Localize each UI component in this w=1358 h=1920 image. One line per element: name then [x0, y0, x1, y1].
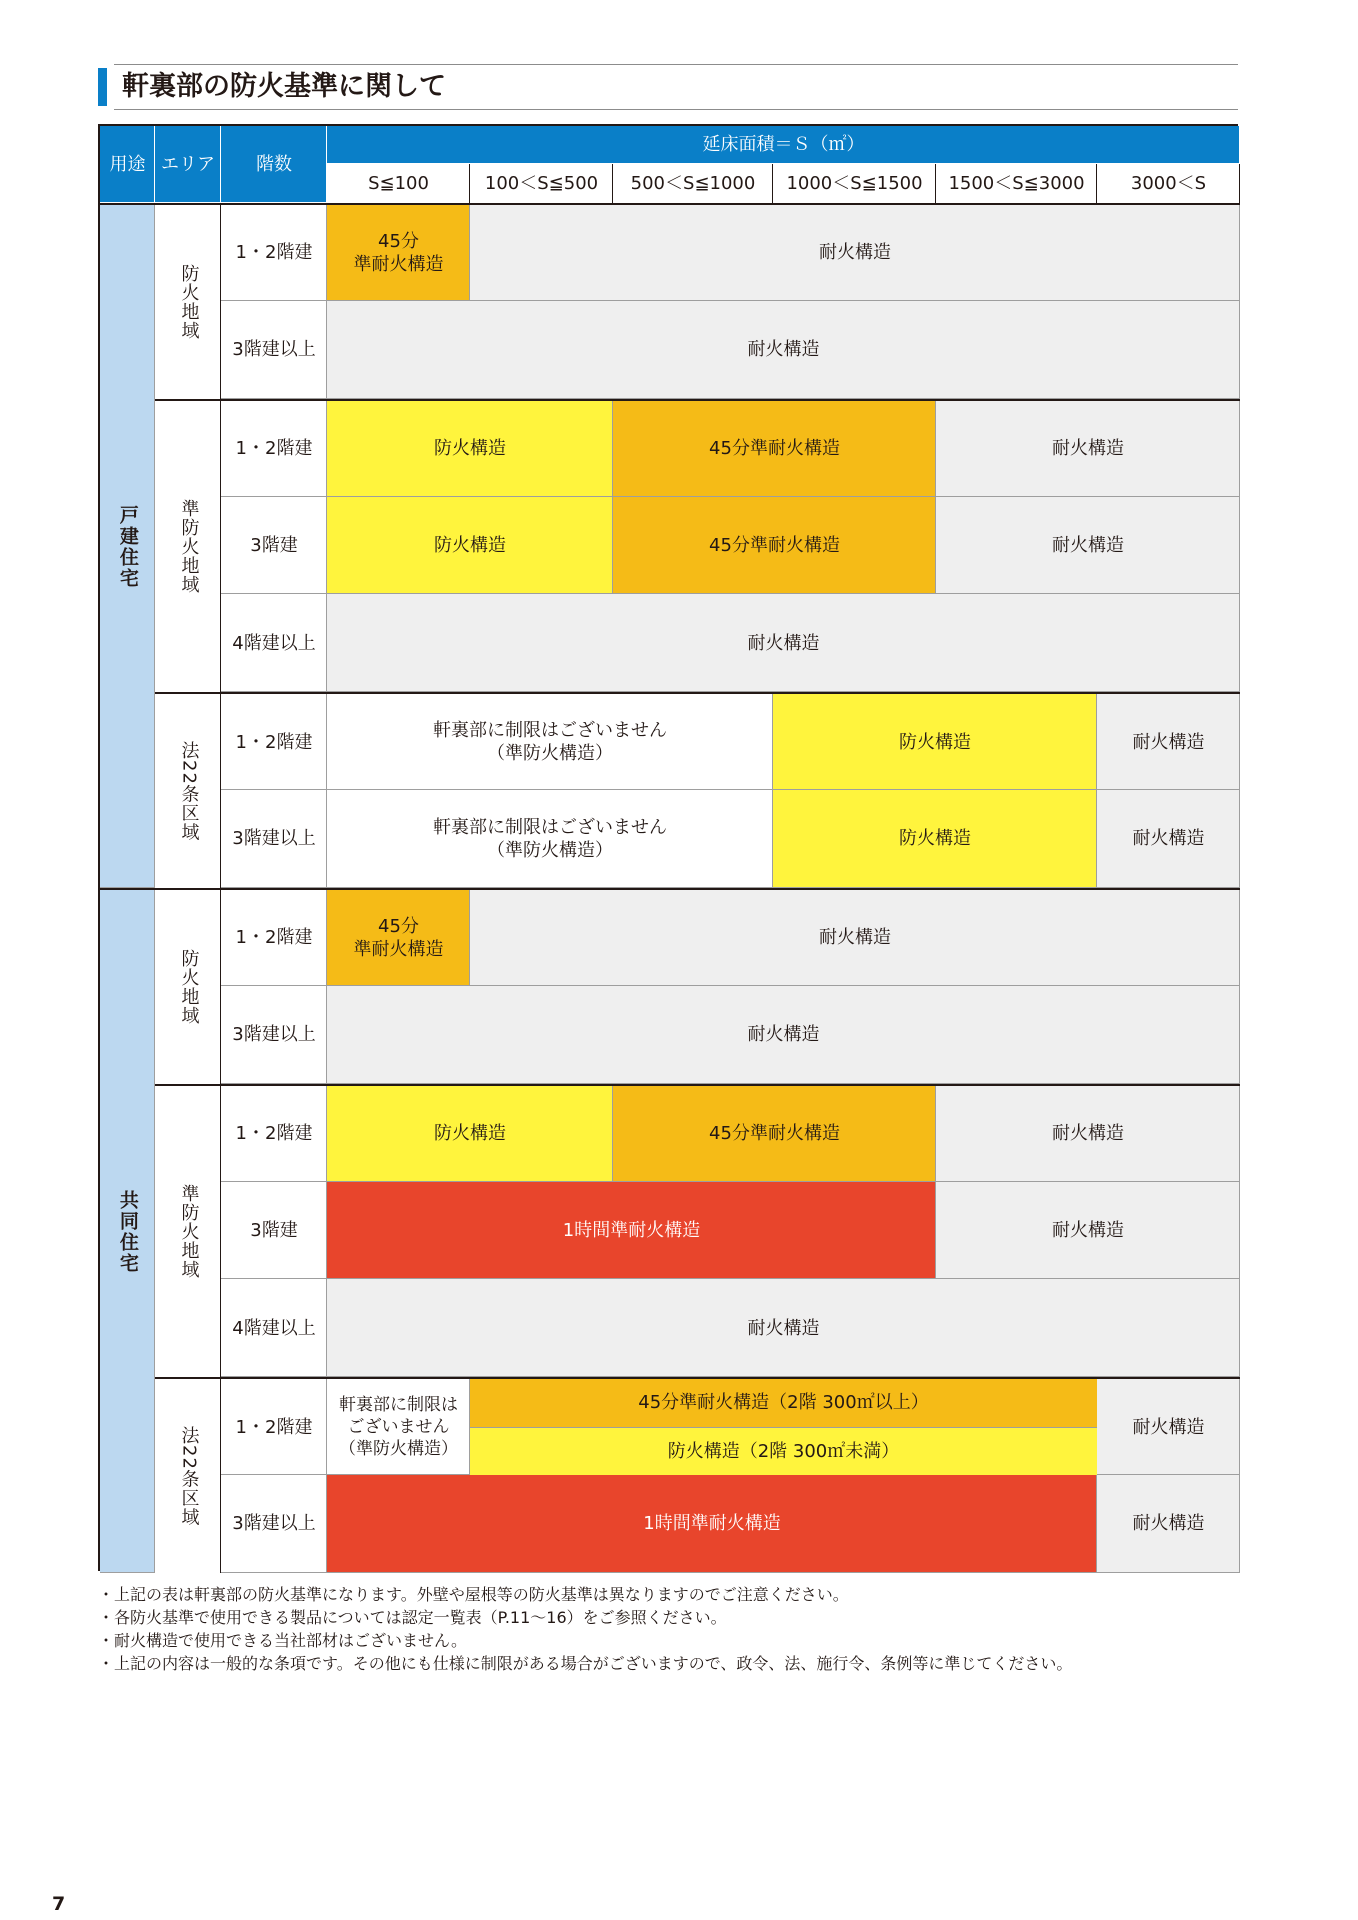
cell-quasi-fireproof-45: 45分準耐火構造: [613, 497, 936, 595]
footnotes: [98, 1583, 1248, 1675]
floor-label: 1・2階建: [221, 1377, 327, 1475]
cell-fire-prevention: 防火構造: [327, 1084, 613, 1182]
cell-fire-prevention: 防火構造: [773, 790, 1097, 888]
cell-fireproof: 耐火構造: [1097, 790, 1240, 888]
floor-label: 1・2階建: [221, 692, 327, 790]
page-title: 軒裏部の防火基準に関して: [122, 71, 446, 102]
footnote: ・耐火構造で使用できる当社部材はございません。: [98, 1631, 467, 1650]
cell-text: 軒裏部に制限はございません: [433, 719, 667, 741]
cell-text: （準防火構造）: [339, 1439, 458, 1460]
cell-text: 準耐火構造: [353, 253, 444, 275]
cell-quasi-fireproof-45: [327, 888, 470, 986]
cell-quasi-fireproof-45: [327, 203, 470, 301]
use-detached-house: 戸建住宅: [100, 203, 155, 888]
floor-label: 3階建以上: [221, 1475, 327, 1573]
cell-fire-prevention: 防火構造: [773, 692, 1097, 790]
fire-standard-table: [98, 124, 1238, 1571]
header-use: 用途: [100, 126, 155, 203]
cell-text: 45分: [378, 230, 419, 252]
floor-label: 3階建以上: [221, 790, 327, 888]
cell-quasi-fireproof-45: 45分準耐火構造: [613, 1084, 936, 1182]
cell-fireproof: 耐火構造: [936, 399, 1240, 497]
cell-fireproof: 耐火構造: [470, 203, 1240, 301]
page-number: 7: [52, 1893, 66, 1915]
header-range: 3000＜S: [1097, 164, 1240, 203]
cell-fireproof: 耐火構造: [327, 1279, 1240, 1377]
footnote: ・各防火基準で使用できる製品については認定一覧表（P.11～16）をご参照ください。: [98, 1608, 727, 1627]
cell-text: 45分: [378, 915, 419, 937]
title-accent-bar: [98, 68, 107, 106]
floor-label: 1・2階建: [221, 203, 327, 301]
footnote: ・上記の表は軒裏部の防火基準になります。外壁や屋根等の防火基準は異なりますのでご注意ください。: [98, 1585, 849, 1604]
cell-text: ございません: [347, 1417, 450, 1438]
cell-text: （準防火構造）: [487, 743, 613, 765]
cell-fire-prevention-under300: 防火構造（2階 300㎡未満）: [470, 1428, 1097, 1475]
cell-text: 軒裏部に制限は: [339, 1395, 458, 1416]
area-fire-zone: 防火地域: [155, 888, 221, 1084]
title-top-rule: [114, 64, 1238, 65]
header-range: 1000＜S≦1500: [773, 164, 936, 203]
floor-label: 3階建: [221, 497, 327, 595]
section-title: [98, 64, 1238, 110]
floor-label: 1・2階建: [221, 888, 327, 986]
floor-label: 3階建: [221, 1182, 327, 1280]
cell-text: （準防火構造）: [487, 840, 613, 862]
header-floors: 階数: [221, 126, 327, 203]
area-fire-zone: 防火地域: [155, 203, 221, 399]
cell-fireproof: 耐火構造: [936, 1084, 1240, 1182]
cell-fireproof: 耐火構造: [1097, 1475, 1240, 1573]
header-area: エリア: [155, 126, 221, 203]
header-floor-area: 延床面積＝Ｓ（㎡）: [327, 126, 1240, 164]
cell-no-limit: [327, 790, 773, 888]
floor-label: 4階建以上: [221, 1279, 327, 1377]
cell-text: 軒裏部に制限はございません: [433, 816, 667, 838]
footnote: ・上記の内容は一般的な条項です。その他にも仕様に制限がある場合がございますので、政令、法、施行令、条例等に準じてください。: [98, 1654, 1073, 1673]
cell-fireproof: 耐火構造: [327, 301, 1240, 399]
area-semi-fire-zone: 準防火地域: [155, 1084, 221, 1378]
cell-no-limit: [327, 1377, 470, 1475]
cell-split-quasi-fireproof: [470, 1377, 1097, 1475]
cell-fireproof: 耐火構造: [936, 497, 1240, 595]
use-collective-house: 共同住宅: [100, 888, 155, 1573]
cell-fire-prevention: 防火構造: [327, 497, 613, 595]
cell-fireproof: 耐火構造: [1097, 692, 1240, 790]
cell-fire-prevention: 防火構造: [327, 399, 613, 497]
cell-no-limit: [327, 692, 773, 790]
cell-fireproof: 耐火構造: [327, 986, 1240, 1084]
cell-quasi-fireproof-45: 45分準耐火構造: [613, 399, 936, 497]
floor-label: 1・2階建: [221, 1084, 327, 1182]
floor-label: 1・2階建: [221, 399, 327, 497]
area-semi-fire-zone: 準防火地域: [155, 399, 221, 693]
cell-quasi-fireproof-45-300plus: 45分準耐火構造（2階 300㎡以上）: [470, 1379, 1097, 1427]
floor-label: 3階建以上: [221, 301, 327, 399]
floor-label: 3階建以上: [221, 986, 327, 1084]
header-range: 1500＜S≦3000: [936, 164, 1097, 203]
floor-label: 4階建以上: [221, 594, 327, 692]
cell-fireproof: 耐火構造: [936, 1182, 1240, 1280]
cell-quasi-fireproof-1h: 1時間準耐火構造: [327, 1182, 936, 1280]
cell-fireproof: 耐火構造: [327, 594, 1240, 692]
area-article22-zone: 法22条区域: [155, 692, 221, 888]
area-article22-zone: 法22条区域: [155, 1377, 221, 1573]
title-bottom-rule: [114, 109, 1238, 110]
cell-fireproof: 耐火構造: [1097, 1377, 1240, 1475]
cell-text: 準耐火構造: [353, 938, 444, 960]
header-range: 100＜S≦500: [470, 164, 613, 203]
cell-fireproof: 耐火構造: [470, 888, 1240, 986]
header-range: S≦100: [327, 164, 470, 203]
cell-quasi-fireproof-1h: 1時間準耐火構造: [327, 1475, 1097, 1573]
header-range: 500＜S≦1000: [613, 164, 773, 203]
